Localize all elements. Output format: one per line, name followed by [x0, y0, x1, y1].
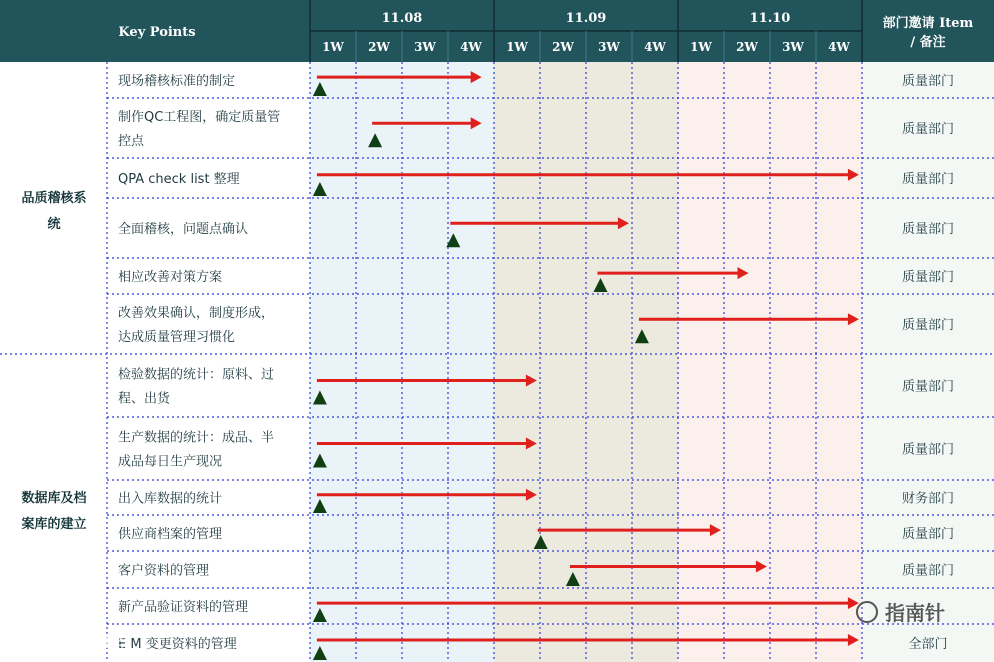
- header-month-1: 11.08: [381, 11, 423, 26]
- header-key-points: Key Points: [118, 25, 196, 40]
- header-week: 3W: [782, 40, 804, 54]
- header-month-3: 11.10: [749, 11, 791, 26]
- header-week: 4W: [828, 40, 850, 54]
- task-dept-4: 质量部门: [901, 222, 955, 237]
- task-label-6: 改善效果确认，制度形成，: [118, 306, 275, 321]
- task-dept-13: 全部门: [908, 637, 948, 652]
- header-week: 1W: [322, 40, 344, 54]
- header-week: 2W: [736, 40, 758, 54]
- header-dept-line1: 部门邀请 Item: [882, 16, 974, 31]
- task-label-7: 程、出货: [118, 391, 171, 407]
- header-month-2: 11.09: [565, 11, 607, 26]
- watermark-right: 指南针: [885, 601, 945, 625]
- task-label-9: 出入库数据的统计: [118, 491, 223, 507]
- task-dept-7: 质量部门: [901, 379, 955, 395]
- task-dept-9: 财务部门: [901, 491, 955, 507]
- task-dept-6: 质量部门: [901, 318, 955, 333]
- task-dept-11: 质量部门: [901, 563, 955, 579]
- header-week: 3W: [414, 40, 436, 54]
- task-label-11: 客户资料的管理: [118, 563, 210, 579]
- category-label-2: 案库的建立: [21, 517, 87, 532]
- header-week: 4W: [644, 40, 666, 54]
- header-week: 1W: [690, 40, 712, 54]
- task-label-7: 检验数据的统计：原料、过: [118, 367, 275, 383]
- task-label-13: E M 变更资料的管理: [118, 637, 237, 652]
- task-dept-2: 质量部门: [901, 122, 955, 137]
- header-week: 2W: [368, 40, 390, 54]
- header-week: 1W: [506, 40, 528, 54]
- task-dept-3: 质量部门: [901, 172, 955, 187]
- task-dept-8: 质量部门: [901, 442, 955, 458]
- task-dept-5: 质量部门: [901, 270, 955, 285]
- task-label-3: QPA check list 整理: [118, 172, 240, 187]
- task-label-2: 制作QC工程图，确定质量管: [118, 110, 281, 125]
- watermark-left: 大数据精点: [40, 634, 130, 655]
- task-label-6: 达成质量管理习惯化: [118, 330, 236, 345]
- task-label-1: 现场稽核标准的制定: [118, 74, 236, 89]
- category-label-1: 品质稽核系: [21, 191, 87, 206]
- header-dept-line2: / 备注: [910, 35, 946, 50]
- task-label-2: 控点: [118, 134, 145, 149]
- header-week: 4W: [460, 40, 482, 54]
- category-label-1: 统: [47, 217, 61, 232]
- task-label-8: 生产数据的统计：成品、半: [118, 430, 275, 446]
- task-label-4: 全面稽核，问题点确认: [118, 222, 249, 237]
- category-label-2: 数据库及档: [21, 491, 87, 506]
- header-week: 3W: [598, 40, 620, 54]
- task-dept-10: 质量部门: [901, 527, 955, 542]
- task-label-5: 相应改善对策方案: [118, 270, 223, 285]
- task-dept-1: 质量部门: [901, 74, 955, 89]
- header-week: 2W: [552, 40, 574, 54]
- task-label-12: 新产品验证资料的管理: [118, 600, 249, 615]
- task-label-8: 成品每日生产现况: [118, 454, 223, 470]
- task-label-10: 供应商档案的管理: [118, 527, 223, 542]
